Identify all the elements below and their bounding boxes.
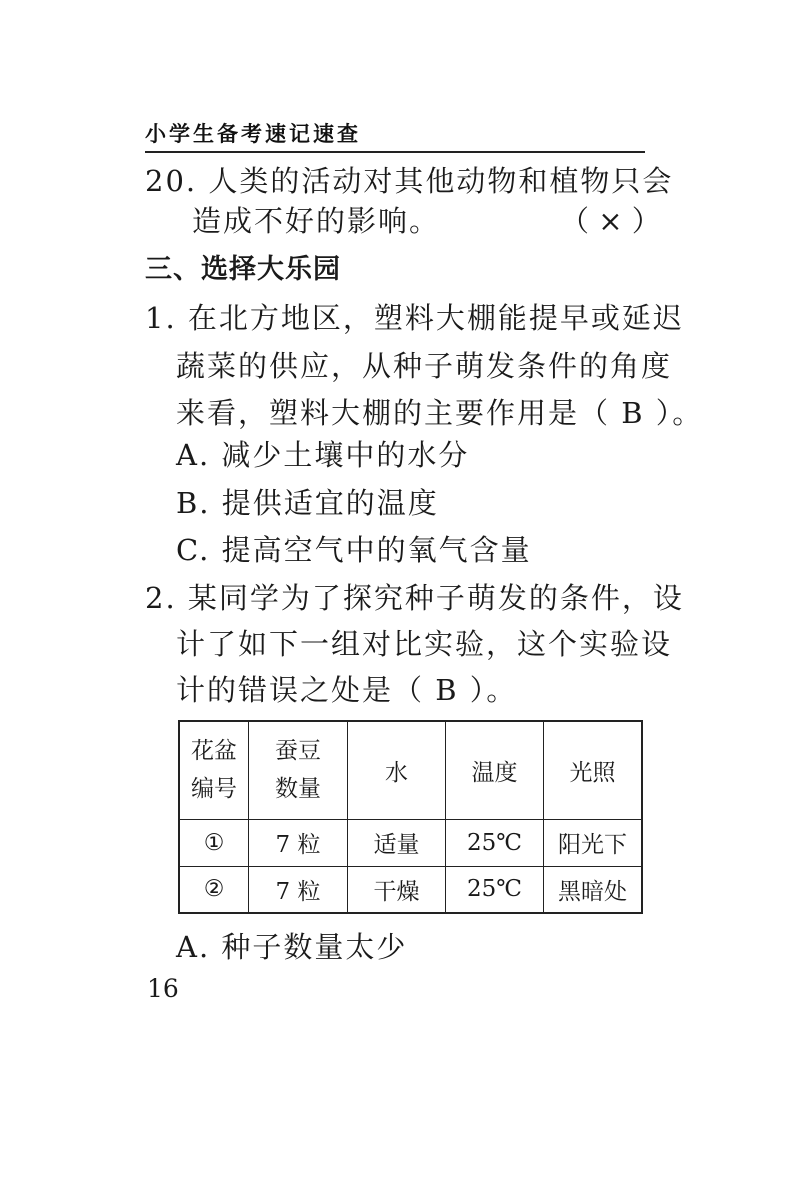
cell-light: 阳光下: [544, 819, 643, 866]
table-row: [179, 819, 642, 866]
header-bean-count: [249, 721, 348, 819]
q2-option-a: A. 种子数量太少: [176, 930, 408, 964]
q2-line-1: 2. 某同学为了探究种子萌发的条件，设: [145, 581, 684, 615]
cell-water: 干燥: [348, 866, 446, 913]
experiment-table: [178, 720, 643, 914]
cell-light: 黑暗处: [544, 866, 643, 913]
table-header-row: [179, 721, 642, 819]
page-number: 16: [147, 974, 179, 1003]
header-water: 水: [348, 721, 446, 819]
cell-temperature: 25℃: [446, 819, 544, 866]
cell-pot-number: ②: [179, 866, 249, 913]
cell-bean-count: 7 粒: [249, 819, 348, 866]
table-row: [179, 866, 642, 913]
header-bean-count-line-2: 数量: [275, 776, 321, 803]
q20-answer: （ × ）: [560, 204, 661, 238]
q2-line-2: 计了如下一组对比实验，这个实验设: [176, 627, 673, 661]
q1-option-b: B. 提供适宜的温度: [176, 486, 439, 520]
section-title: 三、选择大乐园: [145, 254, 341, 285]
q20-line-2: 造成不好的影响。: [192, 204, 441, 238]
header-rule: [145, 151, 645, 153]
q1-option-c: C. 提高空气中的氧气含量: [176, 533, 532, 567]
q2-line-3: 计的错误之处是（ B ）。: [176, 673, 518, 707]
header-pot-number: [179, 721, 249, 819]
q1-option-a: A. 减少土壤中的水分: [176, 438, 470, 472]
q1-line-3: 来看，塑料大棚的主要作用是（ B ）。: [176, 396, 704, 430]
cell-water: 适量: [348, 819, 446, 866]
header-pot-number-line-1: 花盆: [191, 738, 237, 765]
header-light: 光照: [544, 721, 643, 819]
header-temperature: 温度: [446, 721, 544, 819]
header-bean-count-line-1: 蚕豆: [275, 738, 321, 765]
cell-bean-count: 7 粒: [249, 866, 348, 913]
cell-pot-number: ①: [179, 819, 249, 866]
q1-line-1: 1. 在北方地区，塑料大棚能提早或延迟: [145, 301, 684, 335]
header-pot-number-line-2: 编号: [191, 776, 237, 803]
q20-line-1: 20. 人类的活动对其他动物和植物只会: [145, 164, 674, 198]
book-header-title: 小学生备考速记速查: [145, 122, 361, 146]
cell-temperature: 25℃: [446, 866, 544, 913]
q1-line-2: 蔬菜的供应，从种子萌发条件的角度: [176, 349, 673, 383]
